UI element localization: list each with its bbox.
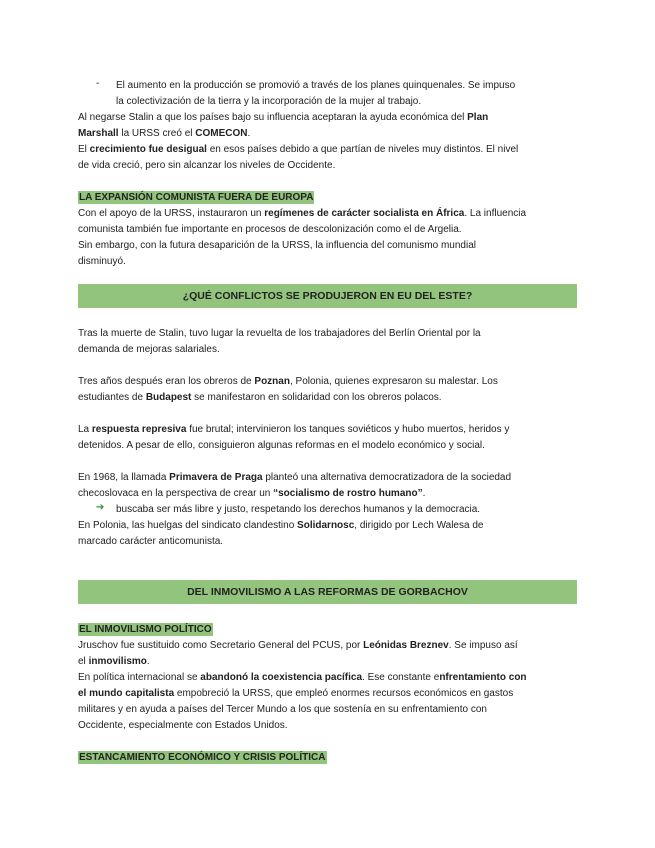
paragraph-line: marcado carácter anticomunista.	[78, 536, 224, 547]
text: Jruschov fue sustituido como Secretario General del PCUS, por	[78, 640, 364, 651]
paragraph-line	[78, 638, 528, 653]
text: se manifestaron en solidaridad con los obreros polacos.	[191, 392, 442, 403]
text: , dirigido por Lech Walesa de	[354, 520, 484, 531]
bold-text: “socialismo de rostro humano”	[273, 488, 423, 499]
text: . Se impuso así	[448, 640, 518, 651]
text: checoslovaca en la perspectiva de crear un	[78, 488, 274, 499]
paragraph-line: Occidente, especialmente con Estados Unidos.	[78, 720, 288, 731]
bold-text: regímenes de carácter socialista en África	[264, 208, 465, 219]
paragraph-line: militares y en ayuda a países del Tercer Mundo a los que sostenía en su enfrentamiento con	[78, 704, 487, 715]
text: Al negarse Stalin a que los países bajo su influencia aceptaran la ayuda económica del	[78, 112, 468, 123]
paragraph-line: comunista también fue importante en procesos de descolonización como el de Argelia.	[78, 224, 462, 235]
text: . Ese constante e	[362, 672, 440, 683]
paragraph-line: la colectivización de la tierra y la incorporación de la mujer al trabajo.	[116, 96, 422, 107]
paragraph-line: Tras la muerte de Stalin, tuvo lugar la revuelta de los trabajadores del Berlín Oriental por la	[78, 328, 481, 339]
paragraph-line	[78, 470, 528, 485]
bold-text: Primavera de Praga	[169, 472, 263, 483]
text: empobreció la URSS, que empleó enormes recursos económicos en gastos	[174, 688, 514, 699]
highlighted-heading: LA EXPANSIÓN COMUNISTA FUERA DE EUROPA	[79, 192, 314, 203]
paragraph-line: demanda de mejoras salariales.	[78, 344, 220, 355]
paragraph-line: Sin embargo, con la futura desaparición de la URSS, la influencia del comunismo mundial	[78, 240, 476, 251]
text: El	[78, 144, 90, 155]
paragraph-line	[78, 654, 528, 669]
paragraph-line	[78, 110, 528, 125]
arrow-icon: ➔	[96, 502, 105, 513]
highlighted-heading: EL INMOVILISMO POLÍTICO	[79, 624, 212, 635]
bold-text: nfrentamiento con	[439, 672, 527, 683]
text: , Polonia, quienes expresaron su malestar. Los	[289, 376, 498, 387]
section-band: ¿QUÉ CONFLICTOS SE PRODUJERON EN EU DEL ESTE?	[78, 284, 577, 308]
paragraph-line: detenidos. A pesar de ello, consiguieron algunas reformas en el modelo económico y social.	[78, 440, 485, 451]
bold-text: COMECON	[195, 128, 248, 139]
text: fue brutal; intervinieron los tanques soviéticos y hubo muertos, heridos y	[186, 424, 510, 435]
paragraph-line	[78, 422, 528, 437]
text: planteó una alternativa democratizadora de la sociedad	[262, 472, 512, 483]
text: Con el apoyo de la URSS, instauraron un	[78, 208, 265, 219]
bold-text: abandonó la coexistencia pacífica	[200, 672, 363, 683]
bold-text: Poznan	[254, 376, 290, 387]
section-band: DEL INMOVILISMO A LAS REFORMAS DE GORBACHOV	[78, 580, 577, 604]
paragraph-line: El aumento en la producción se promovió a través de los planes quinquenales. Se impuso	[116, 80, 516, 91]
paragraph-line: disminuyó.	[78, 256, 126, 267]
bold-text: inmovilismo	[88, 656, 147, 667]
bold-text: Solidarnosc	[297, 520, 355, 531]
bold-text: Budapest	[145, 392, 192, 403]
text: . La influencia	[464, 208, 527, 219]
text: en esos países debido a que partían de niveles muy distintos. El nivel	[206, 144, 519, 155]
text: .	[146, 656, 150, 667]
text: estudiantes de	[78, 392, 146, 403]
paragraph-line	[78, 486, 528, 501]
bold-text: Marshall	[78, 128, 119, 139]
text: En Polonia, las huelgas del sindicato clandestino	[78, 520, 298, 531]
highlighted-heading: ESTANCAMIENTO ECONÓMICO Y CRISIS POLÍTICA	[79, 752, 326, 763]
paragraph-line	[78, 374, 528, 389]
paragraph-line	[78, 390, 528, 405]
bold-text: crecimiento fue desigual	[89, 144, 207, 155]
text: .	[247, 128, 251, 139]
paragraph-line	[78, 206, 528, 221]
text: En 1968, la llamada	[78, 472, 170, 483]
bold-text: Plan	[467, 112, 489, 123]
text: En política internacional se	[78, 672, 201, 683]
text: La	[78, 424, 92, 435]
paragraph-line	[78, 142, 528, 157]
bullet-marker: -	[96, 78, 100, 89]
bold-text: el mundo capitalista	[78, 688, 175, 699]
text: el	[78, 656, 89, 667]
paragraph-line	[78, 518, 528, 533]
paragraph-line: de vida creció, pero sin alcanzar los niveles de Occidente.	[78, 160, 336, 171]
section-heading	[78, 190, 528, 205]
text: la URSS creó el	[118, 128, 196, 139]
section-heading	[78, 622, 528, 637]
paragraph-line	[78, 686, 528, 701]
paragraph-line	[78, 670, 528, 685]
text: .	[422, 488, 426, 499]
section-heading	[78, 750, 528, 765]
bold-text: Leónidas Breznev	[363, 640, 449, 651]
paragraph-line	[78, 126, 528, 141]
text: Tres años después eran los obreros de	[78, 376, 255, 387]
paragraph-line: buscaba ser más libre y justo, respetando los derechos humanos y la democracia.	[116, 504, 481, 515]
bold-text: respuesta represiva	[91, 424, 187, 435]
